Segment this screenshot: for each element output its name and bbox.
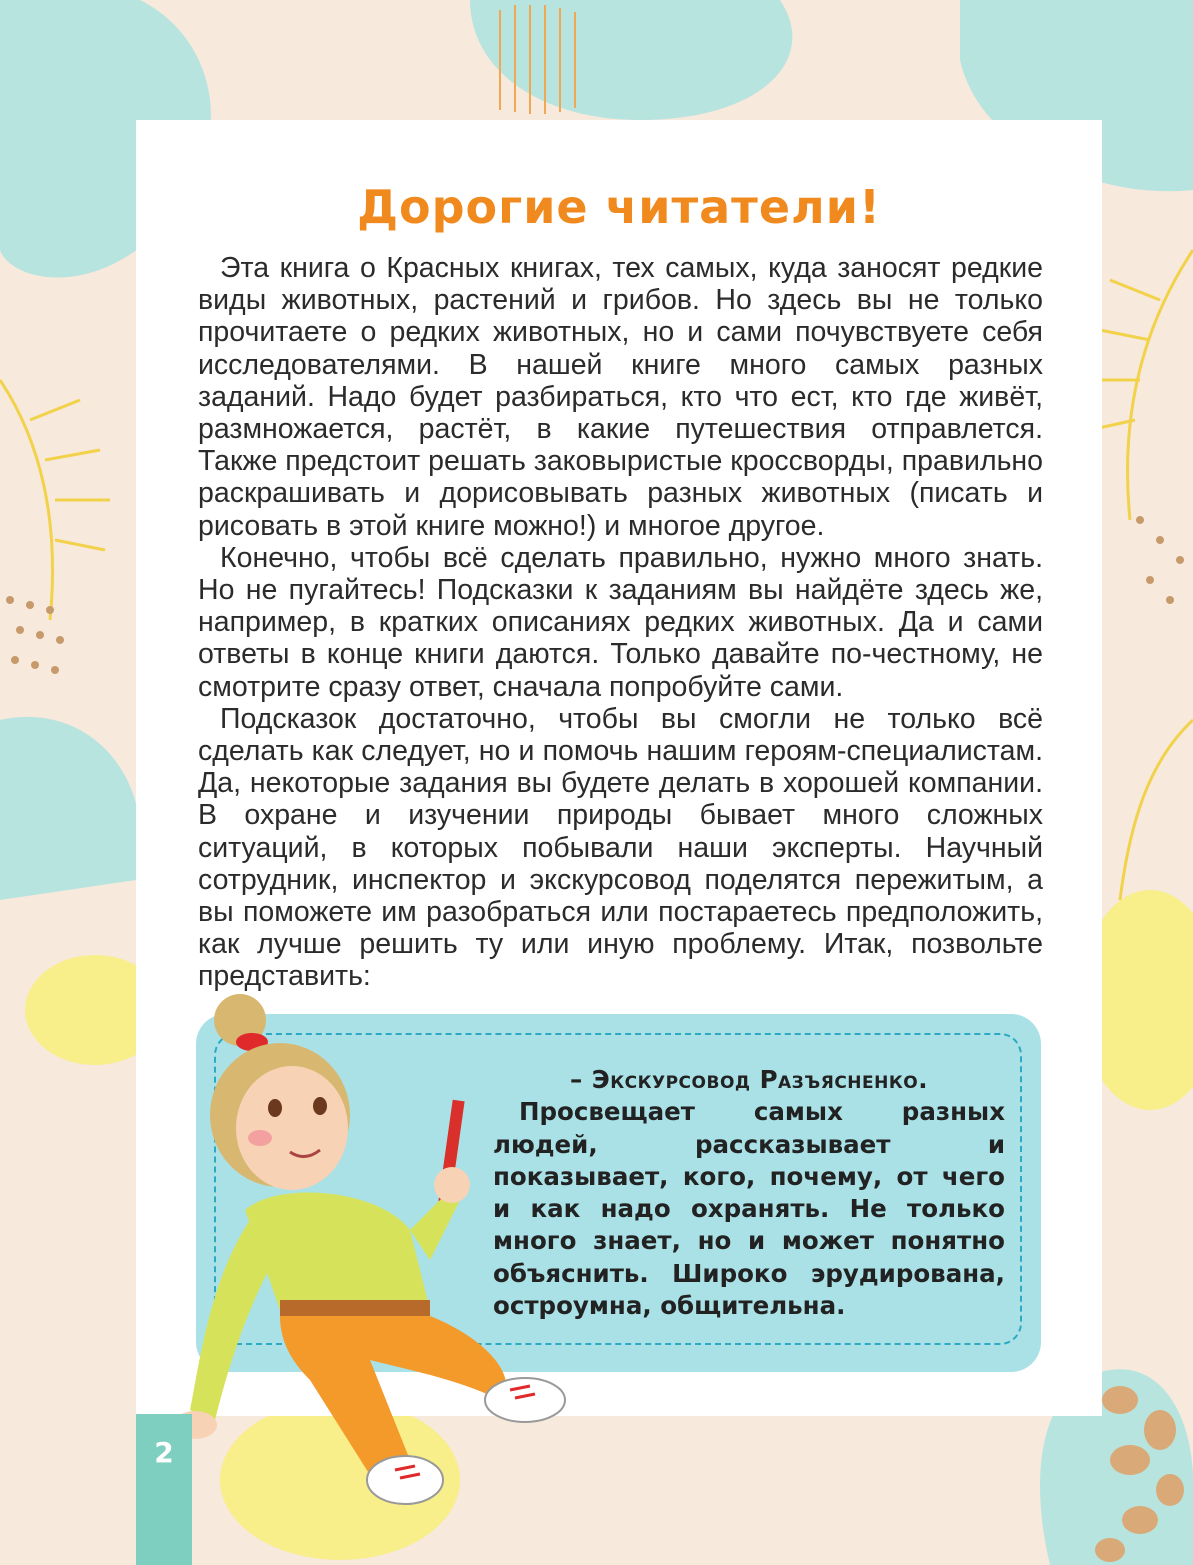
pants-shape bbox=[280, 1316, 506, 1475]
sneaker-icon bbox=[485, 1378, 565, 1422]
paragraph-1: Эта книга о Красных книгах, тех самых, куда заносят редкие виды животных, растений и грибов. Но здесь вы не только прочитаете о редких животных, но и сами почувствуете себя исследователями. В нашей книге много самых разных заданий. Надо будет разбираться, кто что ест, кто где живёт, размножается, растёт, в какие путешествия отправлется. Также предстоит решать заковыристые кроссворды, правильно раскрашивать и дорисовывать разных животных (писать и рисовать в этой книге можно!) и многое другое. bbox=[198, 252, 1044, 542]
teal-blob-shape bbox=[470, 0, 792, 120]
paragraph-3: Подсказок достаточно, чтобы вы смогли не только всё сделать как следует, но и помочь нашим героям-специалистам. Да, некоторые задания вы будете делать в хорошей компании. В охране и изучении природы бывает много сложных ситуаций, в которых побывали наши эксперты. Научный сотрудник, инспектор и экскурсовод поделятся пережитым, а вы поможете им разобраться или постараетесь предположить, как лучше решить ту или иную проблему. Итак, позвольте представить: bbox=[198, 702, 1043, 993]
page-title: Дорогие читатели! bbox=[357, 180, 881, 234]
sneaker-icon bbox=[367, 1456, 443, 1504]
intro-text bbox=[198, 252, 1043, 993]
cheek-shape bbox=[248, 1130, 272, 1146]
eye-shape bbox=[268, 1099, 282, 1117]
character-description: Просвещает самых разных людей, рассказывает и показывает, кого, почему, от чего и как надо охранять. Не только много знает, но и может понятно объяснить. Широко эрудирована, остроумна, общительна. bbox=[493, 1097, 1005, 1321]
yellow-leaf-icon bbox=[0, 380, 110, 620]
eye-shape bbox=[313, 1097, 327, 1115]
yellow-leaf-icon bbox=[1090, 250, 1193, 900]
hand-shape bbox=[434, 1167, 470, 1203]
guide-character-illustration bbox=[160, 980, 580, 1530]
paragraph-2: Конечно, чтобы всё сделать правильно, нужно много знать. Но не пугайтесь! Подсказки к заданиям вы найдёте здесь же, например, в кратких описаниях редких животных. Да и сами ответы в конце книги даются. Только давайте по-честному, не смотрите сразу ответ, сначала попробуйте сами. bbox=[198, 541, 1043, 703]
belt-shape bbox=[280, 1300, 430, 1316]
teal-leaf-shape bbox=[0, 717, 141, 900]
face-shape bbox=[236, 1066, 348, 1190]
character-name: – Экскурсовод Разъясненко. bbox=[569, 1065, 929, 1094]
arm-shape bbox=[190, 1220, 280, 1420]
page-number: 2 bbox=[154, 1436, 174, 1469]
